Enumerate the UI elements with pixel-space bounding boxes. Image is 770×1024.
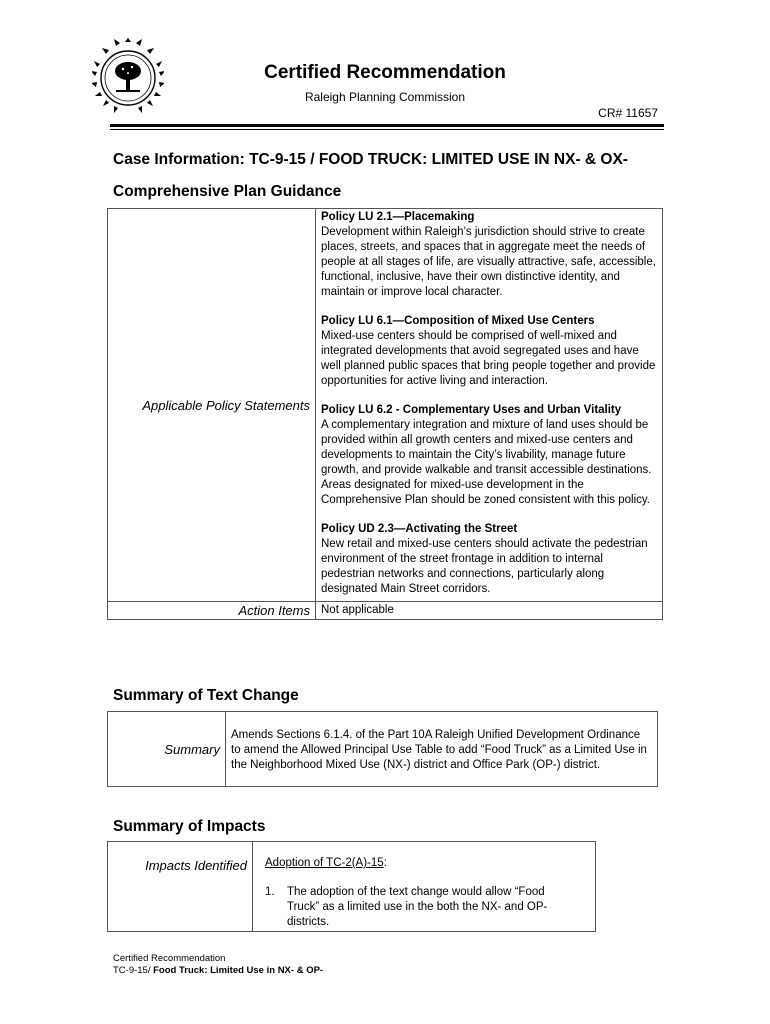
text-change-heading: Summary of Text Change: [113, 687, 299, 704]
summary-row: [108, 712, 658, 787]
action-items-value: Not applicable: [316, 602, 663, 620]
footer-case-name: Food Truck: Limited Use in NX- & OP-: [153, 965, 324, 976]
policy-block: [321, 210, 657, 300]
header-divider-thick: [110, 124, 664, 127]
policy-text: Development within Raleigh’s jurisdiction should strive to create places, streets, and spaces that in aggregate meet the needs of people at all stages of life, are visually attractive, safe, accessible, functional, inclusive, have their own distinctive identity, and maintain or improve local character.: [321, 226, 656, 298]
impacts-table: [107, 841, 596, 932]
text-change-table: [107, 711, 658, 787]
impact-item-number: 1.: [265, 886, 275, 898]
action-items-row: [108, 602, 663, 620]
case-information-heading: Case Information: TC-9-15 / FOOD TRUCK: LIMITED USE IN NX- & OX-: [113, 151, 628, 168]
policy-title: Policy UD 2.3—Activating the Street: [321, 523, 518, 535]
case-number: CR# 11657: [598, 106, 658, 120]
policy-title: Policy LU 6.1—Composition of Mixed Use Centers: [321, 315, 595, 327]
impacts-row: [108, 842, 596, 932]
policy-block: [321, 314, 657, 389]
adoption-line: [265, 856, 575, 871]
footer-case: [113, 965, 323, 976]
policy-statements-label: Applicable Policy Statements: [108, 209, 316, 602]
impacts-label: Impacts Identified: [108, 842, 253, 932]
header-divider-thin: [110, 129, 664, 130]
impacts-heading: Summary of Impacts: [113, 818, 266, 835]
impact-item-text: The adoption of the text change would allow “Food Truck” as a limited use in the both the NX- and OP- districts.: [287, 886, 548, 928]
policy-title: Policy LU 6.2 - Complementary Uses and Urban Vitality: [321, 404, 622, 416]
policy-statements-cell: [316, 209, 663, 602]
policy-text: Mixed-use centers should be comprised of well-mixed and integrated developments that avoid segregated uses and have well planned public spaces that bring people together and provide opportunities for active living and interaction.: [321, 330, 656, 387]
summary-text: Amends Sections 6.1.4. of the Part 10A Raleigh Unified Development Ordinance to amend the Allowed Principal Use Table to add “Food Truck” as a Limited Use in the Neighborhood Mixed Use (NX-) district and Office Park (OP-) district.: [226, 712, 658, 787]
comprehensive-plan-table: [107, 208, 663, 620]
document-title: Certified Recommendation: [264, 62, 506, 83]
footer-case-prefix: TC-9-15/: [113, 965, 154, 976]
impacts-cell: [253, 842, 596, 932]
policy-row: [108, 209, 663, 602]
footer-title: Certified Recommendation: [113, 953, 226, 964]
adoption-suffix: :: [383, 857, 387, 869]
commission-name: Raleigh Planning Commission: [304, 90, 466, 104]
policy-text: New retail and mixed-use centers should activate the pedestrian environment of the street frontage in addition to internal pedestrian networks and connections, particularly along designated Main Street corridors.: [321, 538, 648, 595]
action-items-label: Action Items: [108, 602, 316, 620]
adoption-link[interactable]: Adoption of TC-2(A)-15: [265, 857, 384, 869]
policy-block: [321, 522, 657, 597]
impact-item: [265, 885, 575, 930]
policy-text: A complementary integration and mixture of land uses should be provided within all growth centers and mixed-use centers and developments to maintain the City’s livability, manage future growth, and provide walkable and transit accessible destinations. Areas designated for mixed-use development in the Comprehensive Plan should be zoned consistent with this policy.: [321, 419, 652, 506]
policy-title: Policy LU 2.1—Placemaking: [321, 211, 475, 223]
policy-block: [321, 403, 657, 508]
summary-label: Summary: [108, 712, 226, 787]
comprehensive-plan-heading: Comprehensive Plan Guidance: [113, 183, 342, 200]
